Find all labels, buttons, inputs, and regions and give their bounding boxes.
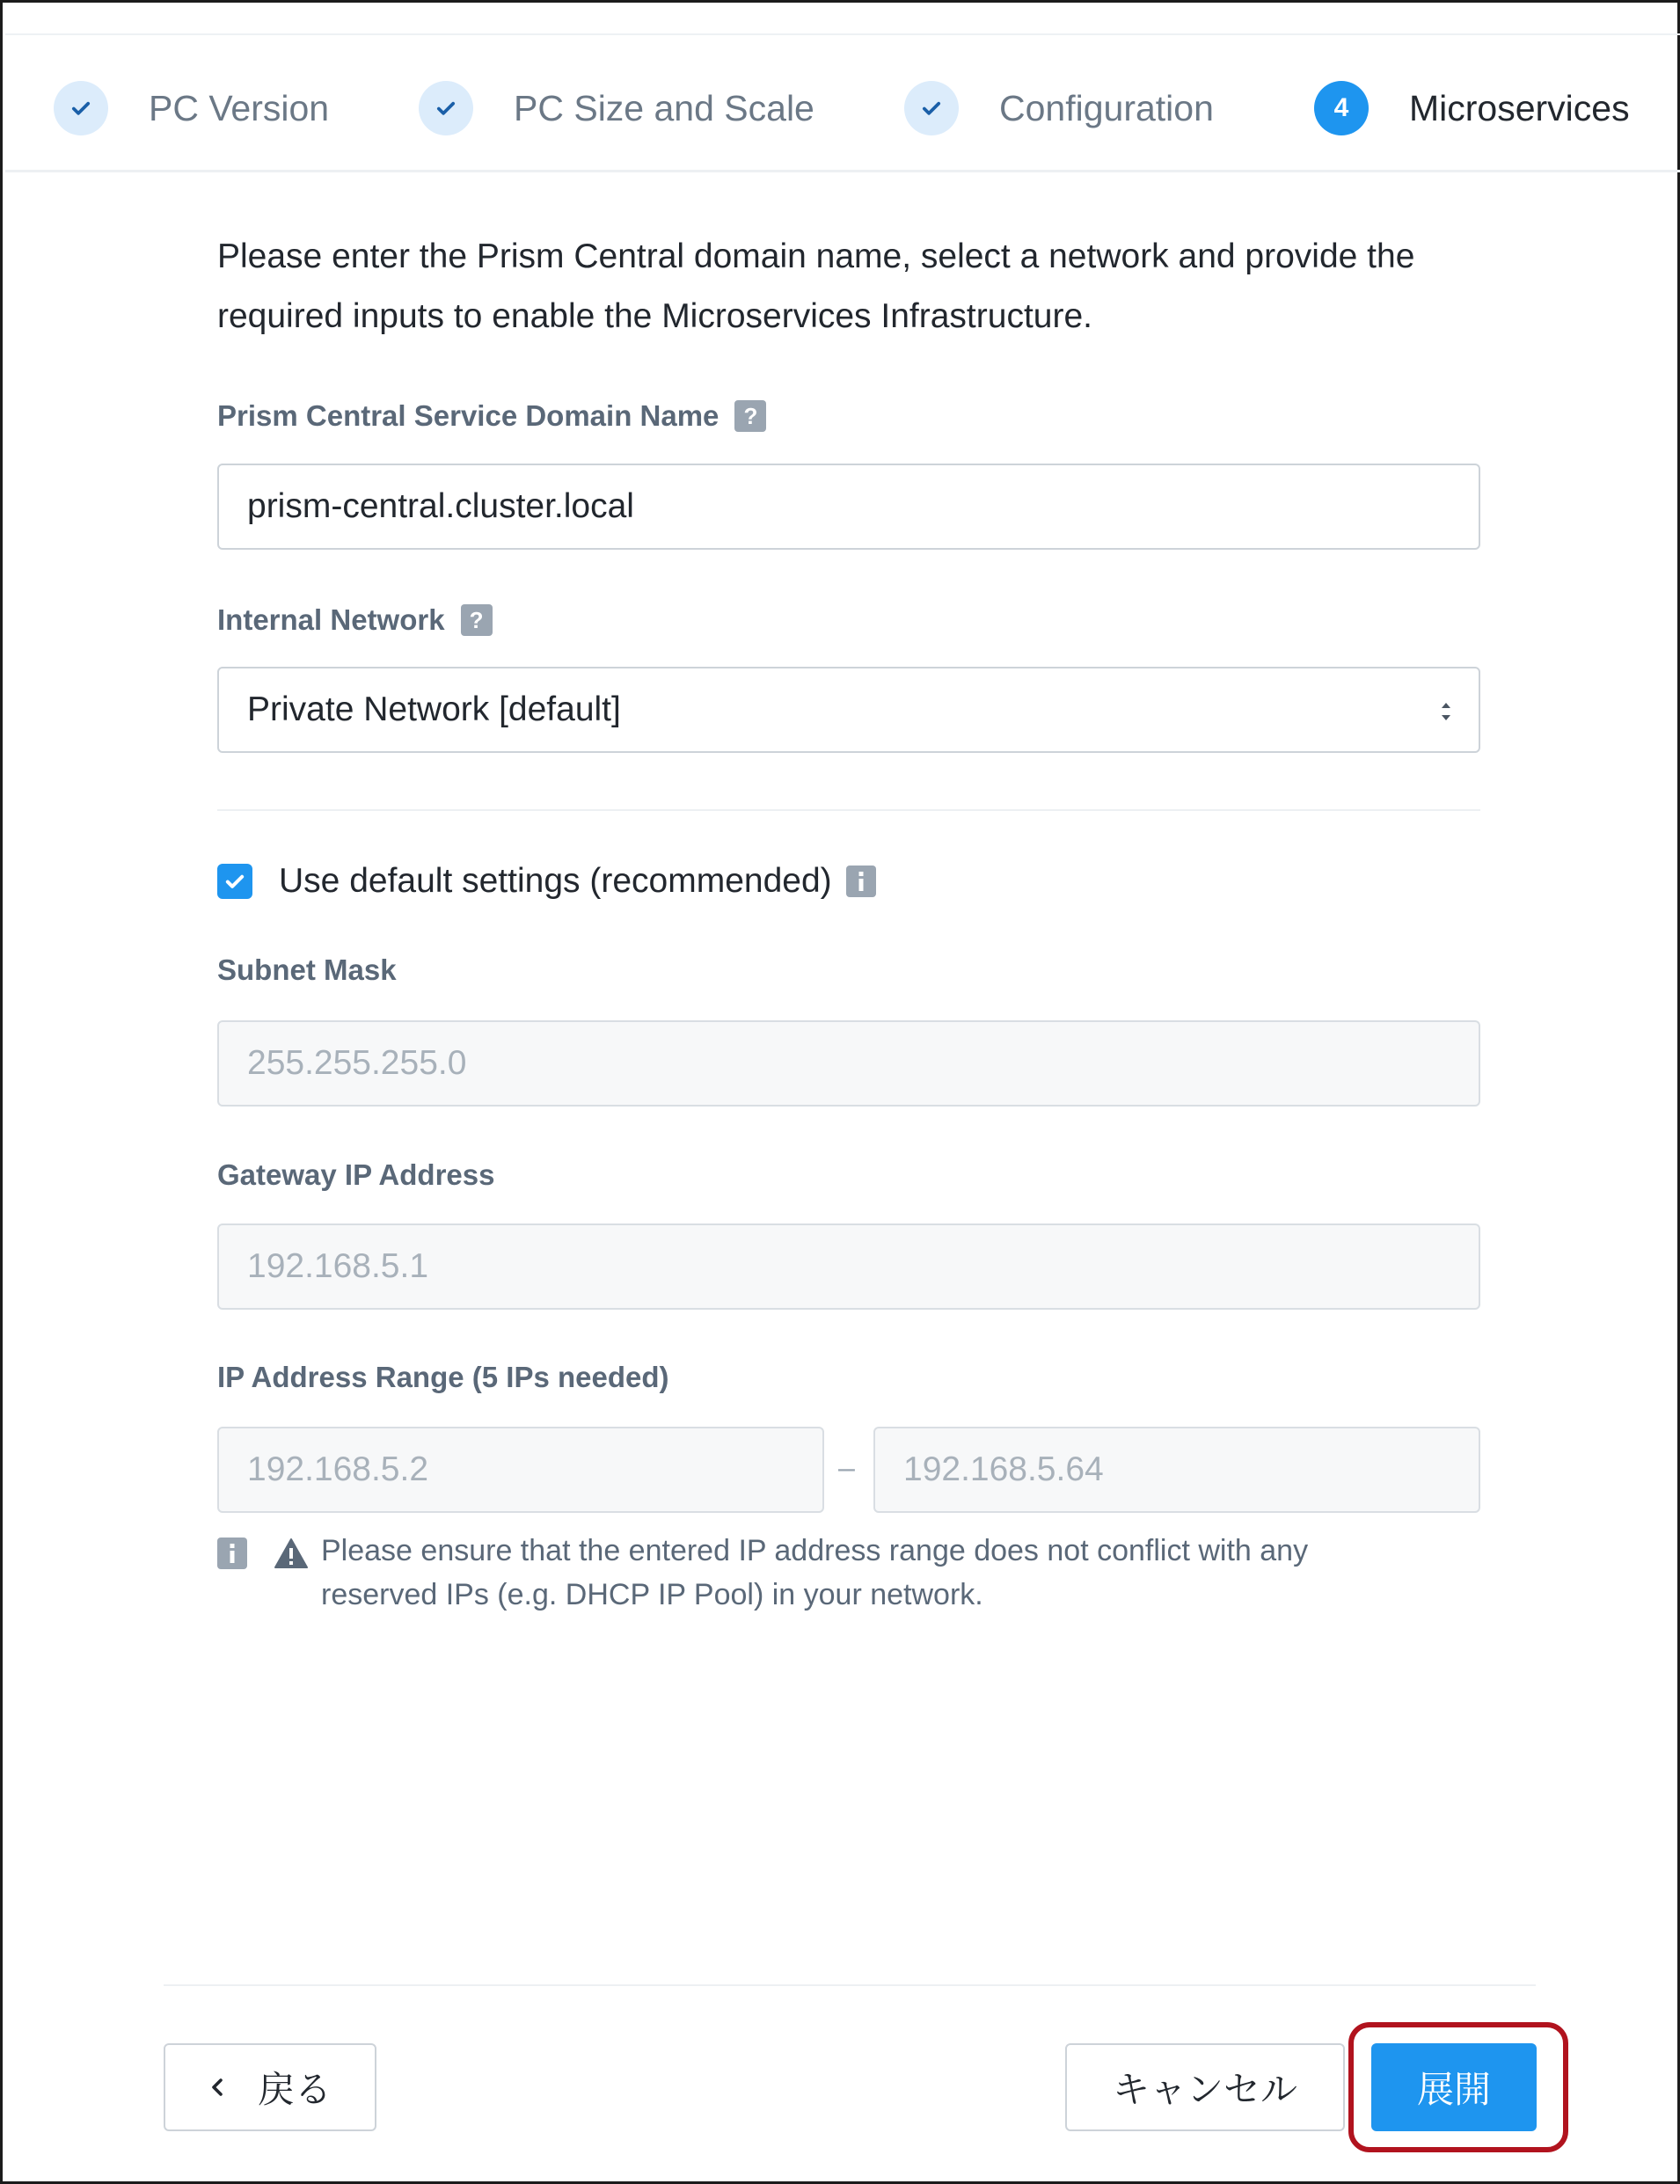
checkmark-icon xyxy=(223,869,247,894)
domain-name-label xyxy=(217,399,766,433)
wizard-stepper xyxy=(5,5,1680,172)
section-divider xyxy=(217,809,1480,811)
info-icon xyxy=(217,1538,247,1569)
step-number-badge: 4 xyxy=(1314,81,1369,135)
info-icon[interactable] xyxy=(846,866,876,897)
domain-name-value: prism-central.cluster.local xyxy=(247,487,634,525)
deploy-button[interactable]: 展開 xyxy=(1371,2043,1537,2131)
subnet-mask-input[interactable] xyxy=(217,1020,1480,1107)
step-microservices[interactable] xyxy=(1314,80,1630,136)
gateway-label xyxy=(217,1158,494,1192)
subnet-mask-label-text: Subnet Mask xyxy=(217,953,397,986)
deploy-button-highlight xyxy=(1348,2022,1568,2152)
warning-triangle-icon xyxy=(274,1538,309,1569)
step-complete-check-icon xyxy=(419,81,473,135)
help-icon[interactable]: ? xyxy=(734,400,766,432)
back-button[interactable] xyxy=(164,2043,376,2131)
ip-range-start-input[interactable] xyxy=(217,1427,824,1513)
cancel-button[interactable]: キャンセル xyxy=(1065,2043,1345,2131)
subnet-mask-label xyxy=(217,953,397,987)
ip-range-start-value: 192.168.5.2 xyxy=(247,1450,429,1488)
warning-text: Please ensure that the entered IP address range does not conflict with any reserved IPs (e.g. DHCP IP Pool) in your network. xyxy=(321,1534,1309,1611)
use-default-label: Use default settings (recommended) xyxy=(279,862,832,900)
chevron-left-icon xyxy=(208,2077,226,2098)
use-default-settings[interactable] xyxy=(217,862,876,901)
step-complete-check-icon xyxy=(54,81,108,135)
internal-network-selected: Private Network [default] xyxy=(247,690,621,728)
header-divider xyxy=(5,33,1680,35)
back-button-label: 戻る xyxy=(257,2069,332,2110)
step-label: Configuration xyxy=(999,87,1214,128)
ip-range-end-input[interactable] xyxy=(873,1427,1480,1513)
gateway-input[interactable] xyxy=(217,1223,1480,1310)
select-arrows-icon xyxy=(1440,698,1452,725)
step-configuration[interactable] xyxy=(904,80,1214,136)
gateway-value: 192.168.5.1 xyxy=(247,1247,429,1285)
subnet-mask-value: 255.255.255.0 xyxy=(247,1044,467,1082)
ip-range-label-text: IP Address Range (5 IPs needed) xyxy=(217,1361,669,1393)
step-label: PC Version xyxy=(149,87,330,128)
gateway-label-text: Gateway IP Address xyxy=(217,1158,495,1191)
internal-network-label xyxy=(217,603,493,637)
footer-divider xyxy=(164,1984,1536,1986)
use-default-checkbox[interactable] xyxy=(217,864,252,899)
ip-range-end-value: 192.168.5.64 xyxy=(903,1450,1104,1488)
internal-network-select[interactable] xyxy=(217,667,1480,753)
ip-range-warning-note xyxy=(217,1534,1377,1617)
ip-range-separator: – xyxy=(838,1451,855,1485)
step-pc-size-and-scale[interactable] xyxy=(419,80,814,136)
internal-network-label-text: Internal Network xyxy=(217,603,445,636)
ip-range-label xyxy=(217,1361,669,1394)
help-icon[interactable]: ? xyxy=(461,604,493,636)
step-complete-check-icon xyxy=(904,81,959,135)
domain-name-label-text: Prism Central Service Domain Name xyxy=(217,399,719,432)
step-pc-version[interactable] xyxy=(54,80,329,136)
step-label: PC Size and Scale xyxy=(514,87,814,128)
domain-name-input[interactable] xyxy=(217,464,1480,550)
step-label: Microservices xyxy=(1409,87,1630,128)
form-description: Please enter the Prism Central domain name, select a network and provide the required inputs to enable the Microservices Infrastructure. xyxy=(217,237,1415,335)
